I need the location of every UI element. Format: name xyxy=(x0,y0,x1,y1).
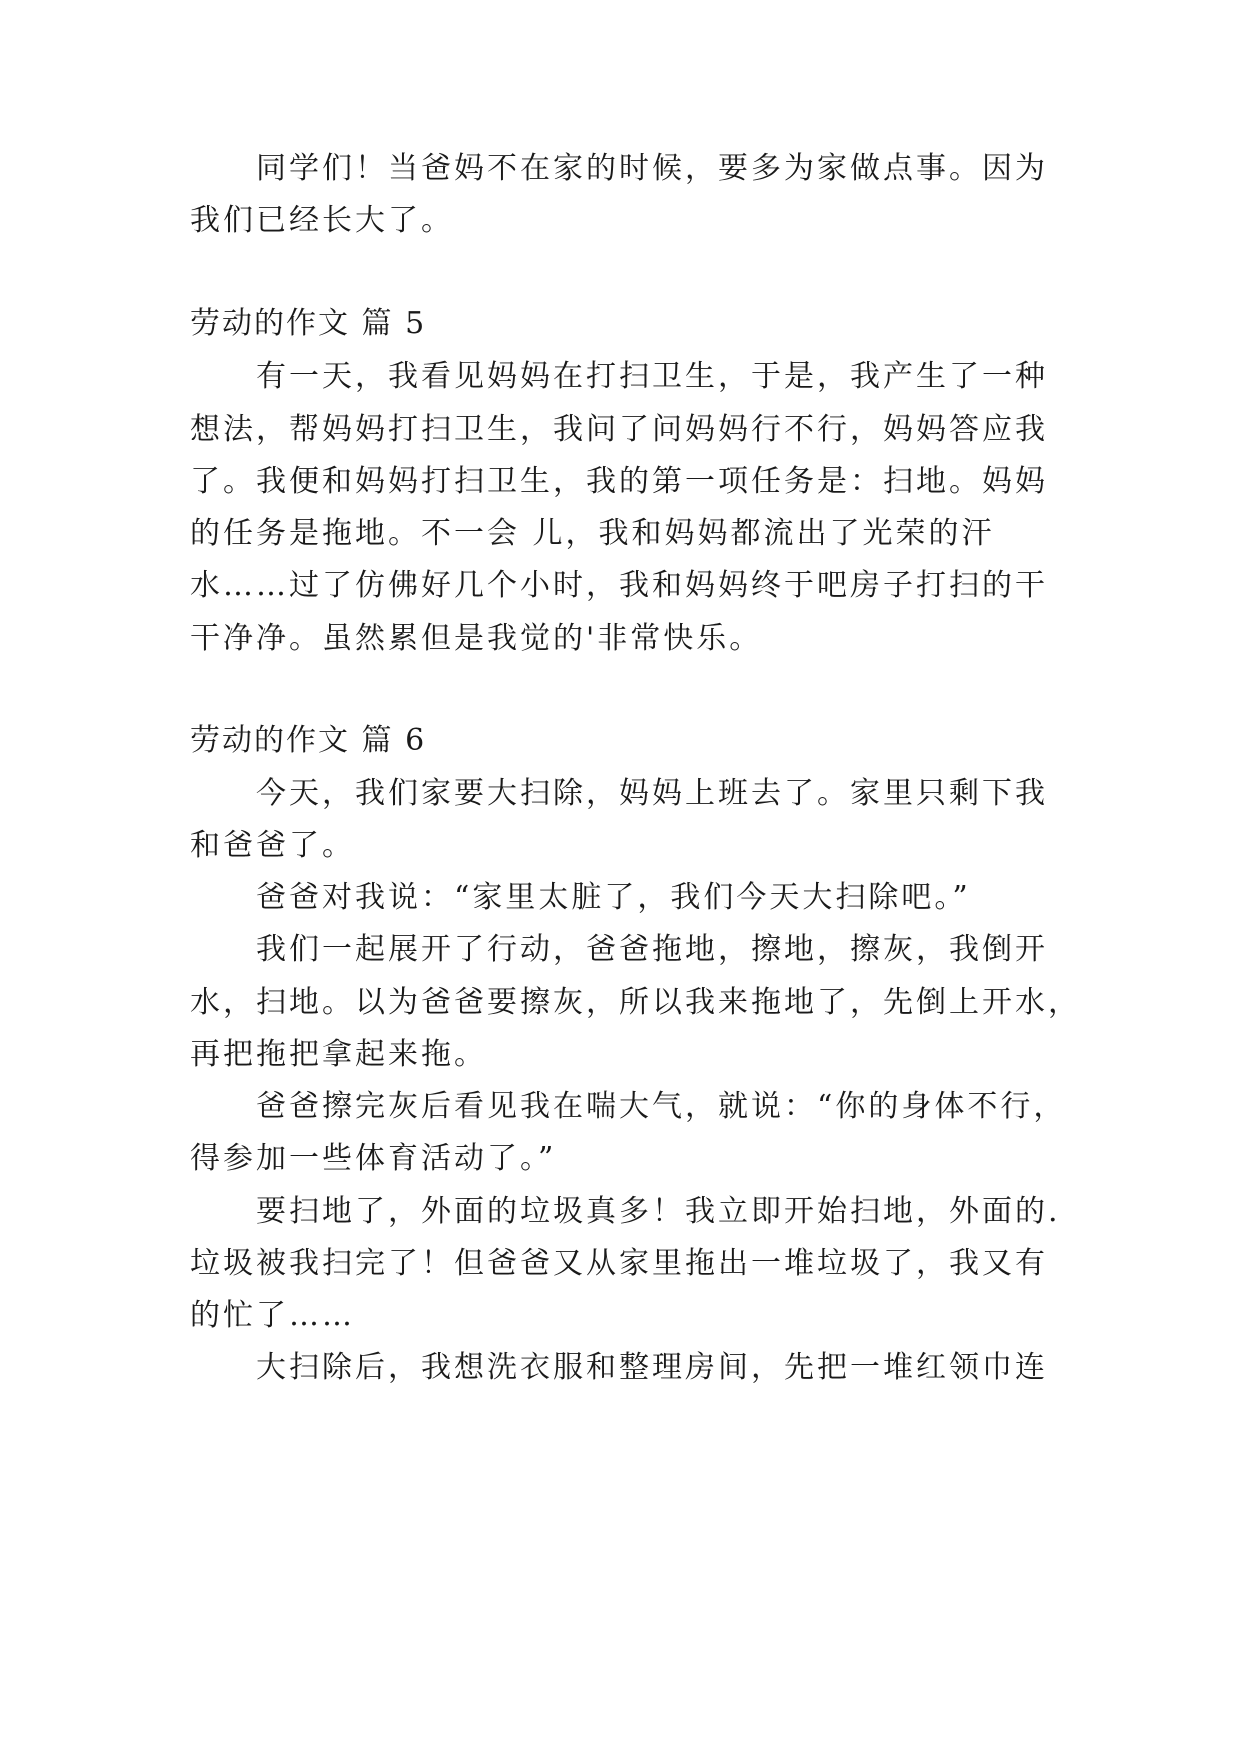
paragraph-line: 的忙了…… xyxy=(190,1298,355,1333)
paragraph-line: 垃圾被我扫完了！但爸爸又从家里拖出一堆垃圾了，我又有 xyxy=(190,1246,1048,1281)
paragraph-line: 再把拖把拿起来拖。 xyxy=(190,1037,487,1072)
paragraph-line: 我们已经长大了。 xyxy=(190,203,454,238)
paragraph-line: 我们一起展开了行动，爸爸拖地，擦地，擦灰，我倒开 xyxy=(256,932,1048,967)
paragraph-line: 同学们！当爸妈不在家的时候，要多为家做点事。因为 xyxy=(256,151,1048,186)
paragraph-line: 爸爸对我说：“家里太脏了，我们今天大扫除吧。” xyxy=(256,880,971,915)
paragraph-line: 大扫除后，我想洗衣服和整理房间，先把一堆红领巾连 xyxy=(256,1350,1048,1385)
paragraph-line: 干净净。虽然累但是我觉的'非常快乐。 xyxy=(190,621,763,656)
paragraph-line: 有一天，我看见妈妈在打扫卫生，于是，我产生了一种 xyxy=(256,359,1048,394)
paragraph-line: 今天，我们家要大扫除，妈妈上班去了。家里只剩下我 xyxy=(256,776,1048,811)
paragraph-line: 爸爸擦完灰后看见我在喘大气，就说：“你的身体不行， xyxy=(256,1089,1067,1124)
paragraph-line: 水……过了仿佛好几个小时，我和妈妈终于吧房子打扫的干 xyxy=(190,568,1048,603)
paragraph-line: 和爸爸了。 xyxy=(190,828,355,863)
paragraph-line: 了。我便和妈妈打扫卫生，我的第一项任务是：扫地。妈妈 xyxy=(190,464,1048,499)
section-heading: 劳动的作文 篇 5 xyxy=(190,306,427,341)
paragraph-line: 想法，帮妈妈打扫卫生，我问了问妈妈行不行，妈妈答应我 xyxy=(190,412,1048,447)
paragraph-line: 水，扫地。以为爸爸要擦灰，所以我来拖地了，先倒上开水， xyxy=(190,985,1081,1020)
paragraph-line: 的任务是拖地。不一会 儿，我和妈妈都流出了光荣的汗 xyxy=(190,516,995,551)
paragraph-line: 得参加一些体育活动了。” xyxy=(190,1141,557,1176)
paragraph-line: 要扫地了，外面的垃圾真多！我立即开始扫地，外面的. xyxy=(256,1194,1061,1229)
section-heading: 劳动的作文 篇 6 xyxy=(190,723,427,758)
